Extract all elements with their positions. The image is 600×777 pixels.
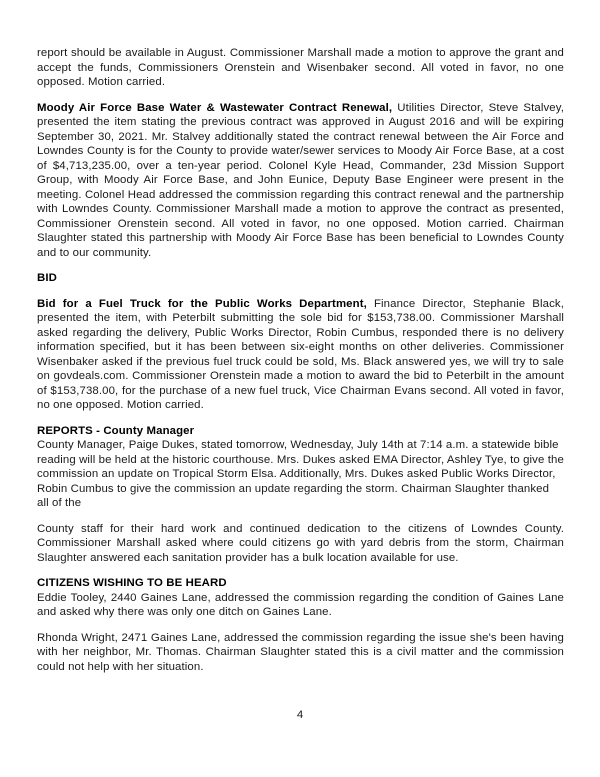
paragraph-lead-in-moody: Moody Air Force Base Water & Wastewater Contract Renewal,	[37, 101, 393, 114]
paragraph-moody-contract-renewal	[37, 101, 564, 261]
paragraph-text-fuel-truck: Finance Director, Stephanie Black, presented the item, with Peterbilt submitting the sole bid for $153,738.00. Commissioner Marshall asked regarding the delivery, Public Works Director, Robin Cumbus, responded there is no delivery information specified, but it has been between six-eight months on other deliveries. Commissioner Wisenbaker asked if the previous fuel truck could be sold, Ms. Black answered yes, we will try to sale on govdeals.com. Commissioner Orenstein made a motion to award the bid to Peterbilt in the amount of $153,738.00, for the purchase of a new fuel truck, Vice Chairman Evans second. All voted in favor, no one opposed. Motion carried.	[37, 297, 564, 411]
section-heading-reports-county-manager: REPORTS - County Manager	[37, 424, 195, 437]
paragraph-text-moody: Utilities Director, Steve Stalvey, presented the item stating the previous contract was approved in August 2016 and will be expiring September 30, 2021. Mr. Stalvey additionally stated the contract renewal between the Air Force and Lowndes County is for the County to provide water/sewer services to Moody Air Force Base, at a cost of $4,713,235.00, over a ten-year period. Colonel Kyle Head, Commander, 23d Mission Support Group, with Moody Air Force Base, and John Eunice, Deputy Base Engineer were present in the meeting. Colonel Head addressed the commission regarding this contract renewal and the partnership with Lowndes County. Commissioner Marshall made a motion to approve the contract as presented, Commissioner Orenstein second. All voted in favor, no one opposed. Motion carried. Chairman Slaughter stated this partnership with Moody Air Force Base has been beneficial to Lowndes County and to our community.	[37, 101, 564, 259]
section-heading-bid: BID	[37, 272, 57, 284]
paragraph-county-manager-report-part-two: County staff for their hard work and continued dedication to the citizens of Lowndes County. Commissioner Marshall asked where could citizens go with yard debris from the storm, Chairman Slaughter answered each sanitation provider has a bulk location available for use.	[37, 522, 564, 564]
paragraph-grant-continuation: report should be available in August. Commissioner Marshall made a motion to approve the grant and accept the funds, Commissioners Orenstein and Wisenbaker second. All voted in favor, no one opposed. Motion carried.	[37, 47, 564, 88]
section-heading-citizens-wishing-to-be-heard: CITIZENS WISHING TO BE HEARD	[37, 577, 227, 589]
paragraph-county-manager-report-part-one: County Manager, Paige Dukes, stated tomorrow, Wednesday, July 14th at 7:14 a.m. a statewide bible reading will be held at the historic courthouse. Mrs. Dukes asked EMA Director, Ashley Tye, to give the commission an update on Tropical Storm Elsa. Additionally, Mrs. Dukes asked Public Works Director, Robin Cumbus to give the commission an update regarding the storm. Chairman Slaughter thanked all of the	[37, 439, 564, 509]
paragraph-fuel-truck-bid	[37, 297, 564, 413]
paragraph-lead-in-fuel-truck: Bid for a Fuel Truck for the Public Works Department,	[37, 297, 367, 310]
document-body	[37, 46, 564, 685]
paragraph-rhonda-wright-comment: Rhonda Wright, 2471 Gaines Lane, addressed the commission regarding the issue she's been having with her neighbor, Mr. Thomas. Chairman Slaughter stated this is a civil matter and the commission could not help with her situation.	[37, 631, 564, 673]
page-number: 4	[296, 709, 304, 721]
paragraph-eddie-tooley-comment: Eddie Tooley, 2440 Gaines Lane, addressed the commission regarding the condition of Gaines Lane and asked why there was only one ditch on Gaines Lane.	[37, 591, 564, 618]
